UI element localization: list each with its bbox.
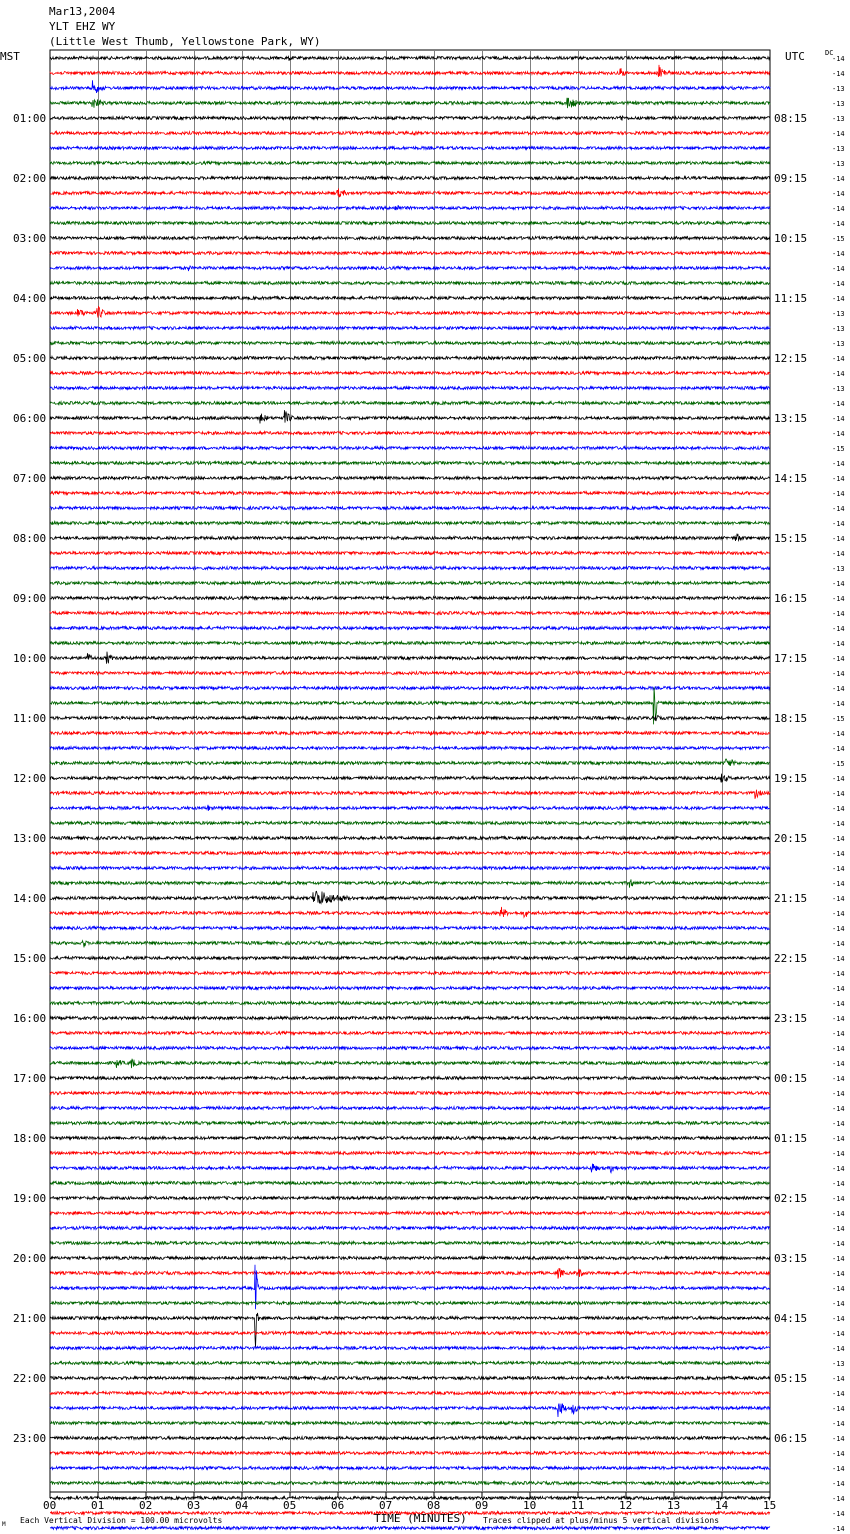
trace-62: [50, 987, 770, 990]
dc-offset-label: -14: [832, 1180, 845, 1188]
hour-label-utc: 19:15: [774, 772, 808, 785]
x-tick-label: 07: [379, 1499, 393, 1512]
trace-91: [50, 1422, 770, 1425]
dc-offset-label: -14: [832, 625, 845, 633]
hour-label-utc: 12:15: [774, 352, 808, 365]
dc-label: DC: [825, 49, 834, 57]
dc-offset-label: -14: [832, 1495, 845, 1503]
dc-offset-label: -14: [832, 550, 845, 558]
trace-12: [50, 237, 770, 240]
plot-date: Mar13,2004: [49, 5, 116, 18]
trace-0: [50, 56, 770, 60]
hour-label-utc: 01:15: [774, 1132, 808, 1145]
dc-offset-label: -14: [832, 1240, 845, 1248]
hour-label-utc: 13:15: [774, 412, 808, 425]
dc-offset-label: -14: [832, 745, 845, 753]
hour-label-utc: 00:15: [774, 1072, 808, 1085]
trace-6: [50, 147, 770, 150]
trace-24: [50, 410, 770, 423]
trace-58: [50, 927, 770, 930]
dc-offset-label: -14: [832, 70, 845, 78]
dc-offset-label: -14: [832, 670, 845, 678]
dc-offset-label: -14: [832, 175, 845, 183]
dc-offset-label: -14: [832, 1000, 845, 1008]
trace-88: [50, 1377, 770, 1380]
trace-15: [50, 282, 770, 285]
trace-18: [50, 327, 770, 330]
trace-94: [50, 1467, 770, 1470]
trace-45: [50, 731, 770, 735]
scale-note: Each Vertical Division = 100.00 microvolts: [20, 1516, 223, 1525]
dc-offset-label: -14: [832, 880, 845, 888]
trace-27: [50, 462, 770, 465]
trace-14: [50, 266, 770, 272]
trace-46: [50, 747, 770, 750]
trace-1: [50, 65, 770, 77]
hour-label-utc: 08:15: [774, 112, 808, 125]
hour-label-mst: 20:00: [13, 1252, 47, 1265]
trace-81: [50, 1268, 770, 1279]
dc-offset-label: -14: [832, 640, 845, 648]
dc-offset-label: -14: [832, 1075, 845, 1083]
dc-offset-label: -14: [832, 1420, 845, 1428]
trace-31: [50, 522, 770, 525]
dc-offset-label: -14: [832, 1285, 845, 1293]
dc-offset-label: -14: [832, 775, 845, 783]
x-tick-label: 06: [331, 1499, 345, 1512]
trace-42: [50, 687, 770, 690]
dc-offset-label: -13: [832, 565, 845, 573]
hour-label-mst: 02:00: [13, 172, 47, 185]
x-tick-label: 01: [91, 1499, 105, 1512]
hour-label-mst: 22:00: [13, 1372, 47, 1385]
x-tick-label: 02: [139, 1499, 153, 1512]
corner-mark: M: [2, 1521, 6, 1528]
trace-35: [50, 582, 770, 585]
hour-label-mst: 23:00: [13, 1432, 47, 1445]
hour-label-utc: 06:15: [774, 1432, 808, 1445]
dc-offset-label: -14: [832, 190, 845, 198]
dc-offset-labels: [832, 55, 845, 1534]
x-tick-label: 05: [283, 1499, 297, 1512]
trace-7: [50, 162, 770, 165]
hour-label-utc: 21:15: [774, 892, 808, 905]
dc-offset-label: -14: [832, 1090, 845, 1098]
dc-offset-label: -14: [832, 835, 845, 843]
dc-offset-label: -14: [832, 730, 845, 738]
trace-74: [50, 1164, 770, 1173]
dc-offset-label: -14: [832, 700, 845, 708]
dc-offset-label: -14: [832, 1150, 845, 1158]
hour-label-mst: 19:00: [13, 1192, 47, 1205]
trace-19: [50, 342, 770, 345]
x-tick-label: 14: [715, 1499, 729, 1512]
hour-label-utc: 02:15: [774, 1192, 808, 1205]
dc-offset-label: -14: [832, 1510, 845, 1518]
dc-offset-label: -14: [832, 1045, 845, 1053]
trace-68: [50, 1077, 770, 1080]
hour-label-utc: 03:15: [774, 1252, 808, 1265]
dc-offset-label: -13: [832, 160, 845, 168]
hour-label-mst: 12:00: [13, 772, 47, 785]
hour-label-mst: 10:00: [13, 652, 47, 665]
x-tick-label: 09: [475, 1499, 489, 1512]
trace-5: [50, 132, 770, 136]
dc-offset-label: -15: [832, 445, 845, 453]
trace-87: [50, 1362, 770, 1365]
trace-59: [50, 941, 770, 948]
hour-label-utc: 11:15: [774, 292, 808, 305]
dc-offset-label: -14: [832, 460, 845, 468]
dc-offset-label: -14: [832, 805, 845, 813]
dc-offset-label: -13: [832, 100, 845, 108]
dc-offset-label: -14: [832, 280, 845, 288]
dc-offset-label: -14: [832, 430, 845, 438]
dc-offset-label: -14: [832, 1210, 845, 1218]
trace-76: [50, 1197, 770, 1200]
dc-offset-label: -14: [832, 985, 845, 993]
hour-label-mst: 21:00: [13, 1312, 47, 1325]
dc-offset-label: -13: [832, 340, 845, 348]
trace-49: [50, 790, 770, 799]
dc-offset-label: -14: [832, 205, 845, 213]
dc-offset-label: -14: [832, 505, 845, 513]
dc-offset-label: -13: [832, 115, 845, 123]
trace-41: [50, 672, 770, 675]
hour-label-utc: 16:15: [774, 592, 808, 605]
x-tick-label: 03: [187, 1499, 201, 1512]
dc-offset-label: -14: [832, 1390, 845, 1398]
hour-label-utc: 17:15: [774, 652, 808, 665]
trace-65: [50, 1031, 770, 1035]
dc-offset-label: -13: [832, 385, 845, 393]
trace-39: [50, 642, 770, 645]
dc-offset-label: -14: [832, 250, 845, 258]
dc-offset-label: -14: [832, 265, 845, 273]
trace-21: [50, 372, 770, 375]
dc-offset-label: -14: [832, 520, 845, 528]
trace-32: [50, 534, 770, 541]
dc-offset-label: -14: [832, 1405, 845, 1413]
hour-label-utc: 14:15: [774, 472, 808, 485]
trace-75: [50, 1182, 770, 1185]
trace-60: [50, 957, 770, 960]
dc-offset-label: -14: [832, 820, 845, 828]
dc-offset-label: -14: [832, 1135, 845, 1143]
trace-56: [50, 891, 770, 903]
trace-36: [50, 597, 770, 600]
dc-offset-label: -14: [832, 1345, 845, 1353]
trace-25: [50, 432, 770, 435]
dc-offset-label: -14: [832, 1450, 845, 1458]
dc-offset-label: -14: [832, 1225, 845, 1233]
dc-offset-label: -14: [832, 925, 845, 933]
trace-37: [50, 612, 770, 615]
traces: [50, 56, 770, 1534]
dc-offset-label: -14: [832, 1060, 845, 1068]
x-tick-label: 11: [571, 1499, 585, 1512]
grid: [50, 50, 770, 1492]
trace-90: [50, 1404, 770, 1418]
dc-offset-label: -14: [832, 400, 845, 408]
dc-offset-label: -14: [832, 55, 845, 63]
dc-offset-label: -14: [832, 790, 845, 798]
hour-label-mst: 01:00: [13, 112, 47, 125]
trace-34: [50, 567, 770, 570]
trace-73: [50, 1152, 770, 1155]
x-tick-label: 15: [763, 1499, 777, 1512]
trace-28: [50, 477, 770, 480]
dc-offset-label: -14: [832, 490, 845, 498]
dc-offset-label: -14: [832, 295, 845, 303]
trace-57: [50, 907, 770, 917]
hour-label-mst: 07:00: [13, 472, 47, 485]
x-tick-label: 12: [619, 1499, 633, 1512]
hour-label-utc: 23:15: [774, 1012, 808, 1025]
dc-offset-label: -14: [832, 1330, 845, 1338]
trace-26: [50, 447, 770, 450]
trace-61: [50, 972, 770, 975]
trace-20: [50, 357, 770, 360]
hour-label-mst: 14:00: [13, 892, 47, 905]
x-tick-label: 04: [235, 1499, 249, 1512]
hour-label-utc: 15:15: [774, 532, 808, 545]
dc-offset-label: -14: [832, 415, 845, 423]
trace-67: [50, 1059, 770, 1068]
dc-offset-label: -14: [832, 535, 845, 543]
trace-29: [50, 492, 770, 495]
right-timezone-label: UTC: [785, 50, 805, 63]
dc-offset-label: -13: [832, 310, 845, 318]
dc-offset-label: -14: [832, 1105, 845, 1113]
dc-offset-label: -14: [832, 220, 845, 228]
hour-labels-utc: [774, 112, 807, 1445]
trace-55: [50, 879, 770, 887]
trace-80: [50, 1257, 770, 1260]
dc-offset-label: -14: [832, 955, 845, 963]
dc-offset-label: -13: [832, 325, 845, 333]
trace-23: [50, 402, 770, 405]
trace-44: [50, 715, 770, 721]
dc-offset-label: -14: [832, 940, 845, 948]
dc-offset-label: -14: [832, 1030, 845, 1038]
hour-label-utc: 09:15: [774, 172, 808, 185]
trace-95: [50, 1482, 770, 1485]
trace-51: [50, 822, 770, 825]
trace-71: [50, 1122, 770, 1125]
trace-40: [50, 652, 770, 664]
trace-48: [50, 774, 770, 783]
trace-92: [50, 1437, 770, 1440]
plot-frame: [50, 50, 770, 1492]
trace-77: [50, 1212, 770, 1215]
hour-label-mst: 16:00: [13, 1012, 47, 1025]
trace-78: [50, 1227, 770, 1230]
dc-offset-label: -14: [832, 610, 845, 618]
hour-label-utc: 18:15: [774, 712, 808, 725]
trace-38: [50, 627, 770, 630]
hour-label-mst: 08:00: [13, 532, 47, 545]
dc-offset-label: -14: [832, 1195, 845, 1203]
hour-labels-mst: [13, 112, 46, 1445]
hour-label-mst: 04:00: [13, 292, 47, 305]
trace-86: [50, 1347, 770, 1350]
hour-label-utc: 04:15: [774, 1312, 808, 1325]
trace-53: [50, 852, 770, 855]
hour-label-mst: 11:00: [13, 712, 47, 725]
dc-offset-label: -14: [832, 1525, 845, 1533]
dc-offset-label: -14: [832, 1120, 845, 1128]
x-tick-label: 08: [427, 1499, 441, 1512]
dc-offset-label: -13: [832, 85, 845, 93]
plot-station: YLT EHZ WY: [49, 20, 116, 33]
dc-offset-label: -14: [832, 355, 845, 363]
hour-label-mst: 17:00: [13, 1072, 47, 1085]
trace-30: [50, 507, 770, 510]
trace-98: [50, 1527, 770, 1530]
trace-52: [50, 837, 770, 840]
trace-93: [50, 1452, 770, 1455]
dc-offset-label: -14: [832, 1015, 845, 1023]
dc-offset-label: -14: [832, 1465, 845, 1473]
dc-offset-label: -13: [832, 1360, 845, 1368]
trace-85: [50, 1332, 770, 1335]
trace-16: [50, 297, 770, 300]
hour-label-utc: 05:15: [774, 1372, 808, 1385]
dc-offset-label: -14: [832, 1480, 845, 1488]
hour-label-mst: 15:00: [13, 952, 47, 965]
dc-offset-label: -14: [832, 130, 845, 138]
left-timezone-label: MST: [0, 50, 20, 63]
dc-offset-label: -14: [832, 1300, 845, 1308]
dc-offset-label: -14: [832, 1435, 845, 1443]
trace-11: [50, 222, 770, 225]
dc-offset-label: -14: [832, 1165, 845, 1173]
dc-offset-label: -14: [832, 850, 845, 858]
dc-offset-label: -14: [832, 655, 845, 663]
dc-offset-label: -14: [832, 370, 845, 378]
dc-offset-label: -14: [832, 595, 845, 603]
trace-69: [50, 1092, 770, 1095]
x-tick-label: 13: [667, 1499, 681, 1512]
x-axis-ticks: [43, 1492, 776, 1512]
hour-label-mst: 09:00: [13, 592, 47, 605]
trace-83: [50, 1302, 770, 1305]
x-tick-label: 10: [523, 1499, 537, 1512]
dc-offset-label: -15: [832, 760, 845, 768]
dc-offset-label: -15: [832, 235, 845, 243]
trace-17: [50, 306, 770, 318]
hour-label-utc: 22:15: [774, 952, 808, 965]
dc-offset-label: -14: [832, 1255, 845, 1263]
trace-3: [50, 98, 770, 108]
dc-offset-label: -14: [832, 1315, 845, 1323]
trace-47: [50, 759, 770, 766]
hour-label-mst: 18:00: [13, 1132, 47, 1145]
dc-offset-label: -14: [832, 865, 845, 873]
x-axis-title: TIME (MINUTES): [374, 1512, 467, 1525]
dc-offset-label: -14: [832, 580, 845, 588]
trace-2: [50, 80, 770, 93]
trace-13: [50, 252, 770, 255]
trace-54: [50, 867, 770, 870]
dc-offset-label: -14: [832, 1375, 845, 1383]
hour-label-mst: 06:00: [13, 412, 47, 425]
hour-label-mst: 03:00: [13, 232, 47, 245]
trace-33: [50, 552, 770, 555]
dc-offset-label: -14: [832, 970, 845, 978]
trace-79: [50, 1242, 770, 1245]
dc-offset-label: -15: [832, 715, 845, 723]
dc-offset-label: -14: [832, 475, 845, 483]
dc-offset-label: -14: [832, 910, 845, 918]
x-tick-label: 00: [43, 1499, 57, 1512]
trace-50: [50, 805, 770, 811]
trace-72: [50, 1137, 770, 1140]
trace-96: [50, 1497, 770, 1500]
trace-8: [50, 177, 770, 180]
dc-offset-label: -14: [832, 685, 845, 693]
trace-10: [50, 206, 770, 211]
dc-offset-label: -14: [832, 895, 845, 903]
hour-label-mst: 05:00: [13, 352, 47, 365]
trace-64: [50, 1017, 770, 1020]
hour-label-utc: 10:15: [774, 232, 808, 245]
plot-location: (Little West Thumb, Yellowstone Park, WY): [49, 35, 321, 48]
trace-63: [50, 1002, 770, 1005]
trace-66: [50, 1047, 770, 1050]
trace-22: [50, 387, 770, 390]
trace-84: [50, 1313, 770, 1348]
hour-label-utc: 20:15: [774, 832, 808, 845]
trace-4: [50, 116, 770, 121]
trace-89: [50, 1392, 770, 1395]
trace-70: [50, 1107, 770, 1110]
dc-offset-label: -13: [832, 145, 845, 153]
clip-note: Traces clipped at plus/minus 5 vertical divisions: [483, 1516, 720, 1525]
hour-label-mst: 13:00: [13, 832, 47, 845]
trace-9: [50, 188, 770, 197]
dc-offset-label: -14: [832, 1270, 845, 1278]
